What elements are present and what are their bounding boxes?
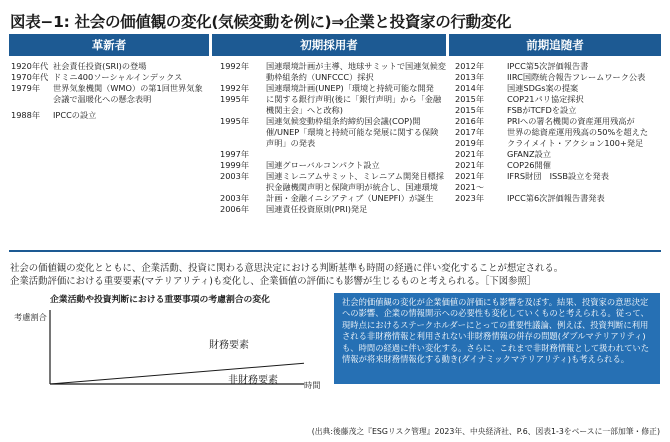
timeline-event: 国連環境計画(UNEP)「環境と持続可能な開発 xyxy=(266,83,434,93)
timeline-year: 2012年 xyxy=(455,61,485,71)
timeline-year: 2023年 xyxy=(455,193,485,203)
timeline-year: 1992年 xyxy=(220,61,250,71)
timeline-row xyxy=(9,72,209,83)
timeline-event: 国連気候変動枠組条約締約国会議(COP)開催/UNEP「環境と持続可能な発展に関する保険声明」の発表 xyxy=(266,116,439,148)
timeline-row xyxy=(212,171,446,193)
timeline-year: 2003年 xyxy=(220,193,250,203)
timeline-row xyxy=(449,83,661,94)
financial-factor-label: 財務要素 xyxy=(209,340,249,351)
timeline-year: 2003年 xyxy=(220,171,250,181)
timeline-row xyxy=(449,171,661,182)
summary-line-1: 社会の価値観の変化とともに、企業活動、投資に関わる意思決定における判断基準も時間の経過に伴い変化することが想定される。 xyxy=(10,263,564,274)
timeline-event: IFRS財団 ISSB設立を発表 xyxy=(507,171,609,181)
timeline-row xyxy=(9,110,209,121)
timeline-event: 国連SDGs案の提案 xyxy=(507,83,579,93)
timeline-year: 1920年代 xyxy=(11,61,49,71)
nonfinancial-factor-label: 非財務要素 xyxy=(228,375,278,386)
timeline-year: 2021年 xyxy=(455,171,485,181)
timeline-year: 2021年 xyxy=(455,149,485,159)
timeline-row xyxy=(449,72,661,83)
timeline-event: 国連環境計画が主導、地球サミットで国連気候変動枠組条約（UNFCCC）採択 xyxy=(266,61,446,82)
timeline-event: COP26開催 xyxy=(507,160,551,170)
timeline-row xyxy=(212,160,446,171)
timeline-year: 2014年 xyxy=(455,83,485,93)
timeline-year: 1995年 xyxy=(220,94,250,104)
header-early-majority: 前期追随者 xyxy=(449,34,661,56)
timeline-event: ドミニ400ソーシャルインデックス xyxy=(53,72,183,82)
timeline-event: 国連責任投資原則(PRI)発足 xyxy=(266,204,368,214)
timeline-event: PRIへの署名機関の資産運用残高が xyxy=(507,116,635,126)
summary-line-2: 企業活動評価における重要要素(マテリアリティ)も変化し、企業価値の評価にも影響が生じるものと考えられる。［下図参照］ xyxy=(10,276,537,287)
page-title: 図表−1: 社会の価値観の変化(気候変動を例に)⇒企業と投資家の行動変化 xyxy=(10,13,512,31)
timeline-event: GFANZ設立 xyxy=(507,149,552,159)
timeline-year: 1997年 xyxy=(220,149,250,159)
timeline-event: IIRC国際統合報告フレームワーク公表 xyxy=(507,72,646,82)
timeline-event: クライメイト・アクション100+発足 xyxy=(507,138,644,148)
timeline-row xyxy=(212,204,446,215)
timeline-row xyxy=(212,149,446,160)
timeline-event: 社会責任投資(SRI)の登場 xyxy=(53,61,147,71)
timeline-event: 世界気象機関（WMO）の第1回世界気象会議で温暖化への懸念表明 xyxy=(53,83,203,104)
timeline-year: 2021〜 xyxy=(455,182,485,192)
timeline-year: 2019年 xyxy=(455,138,485,148)
early-adopters-column xyxy=(212,61,446,215)
explanation-box: 社会的価値観の変化が企業価値の評価にも影響を及ぼす。結果、投資家の意思決定への影響、企業の情報開示への必要性も変化していくものと考えられる。従って、現時点におけるステークホルダーにとっての重要性議論、例えば、投資判断に利用される非財務情報と利用されない非財務情報の併存の問題(ダブルマテリアリティ)も、時間の経過に伴い変化する。さらに、これまで非財務情報として扱われていた情報が将来財務情報化する動き(ダイナミックマテリアリティ)も考えられる。 xyxy=(334,293,660,384)
timeline-event: COP21パリ協定採択 xyxy=(507,94,584,104)
timeline-row xyxy=(212,83,446,94)
timeline-table xyxy=(9,34,661,252)
timeline-event: 国連グローバルコンパクト設立 xyxy=(266,160,380,170)
header-innovators: 革新者 xyxy=(9,34,209,56)
innovators-column xyxy=(9,61,209,121)
timeline-event: 計画・金融イニシアティブ（UNEPFI）が誕生 xyxy=(266,193,434,203)
timeline-year: 1992年 xyxy=(220,83,250,93)
timeline-event: 世界の総資産運用残高の50%を超えた xyxy=(507,127,649,137)
timeline-row xyxy=(212,94,446,116)
timeline-year: 2016年 xyxy=(455,116,485,126)
timeline-event: FSBがTCFDを設立 xyxy=(507,105,577,115)
timeline-year: 1999年 xyxy=(220,160,250,170)
timeline-year: 2015年 xyxy=(455,94,485,104)
timeline-year: 2015年 xyxy=(455,105,485,115)
timeline-row xyxy=(212,193,446,204)
timeline-year: 2006年 xyxy=(220,204,250,214)
timeline-row xyxy=(449,61,661,72)
timeline-row xyxy=(449,182,661,193)
timeline-event: に関する銀行声明(後に「銀行声明」から「金融機関主会」へと改称) xyxy=(266,94,442,115)
timeline-event: IPCC第6次評価報告書発表 xyxy=(507,193,605,203)
timeline-row xyxy=(212,116,446,149)
timeline-year: 1979年 xyxy=(11,83,41,93)
materiality-chart xyxy=(14,292,321,402)
timeline-event: IPCC第5次評価報告書 xyxy=(507,61,589,71)
timeline-row xyxy=(9,83,209,105)
timeline-row xyxy=(449,193,661,204)
timeline-year: 1995年 xyxy=(220,116,250,126)
timeline-row xyxy=(449,105,661,116)
timeline-row xyxy=(449,94,661,105)
timeline-year: 1970年代 xyxy=(11,72,49,82)
header-early-adopters: 初期採用者 xyxy=(212,34,446,56)
timeline-event: IPCCの設立 xyxy=(53,110,97,120)
timeline-row xyxy=(9,61,209,72)
timeline-year: 2013年 xyxy=(455,72,485,82)
chart-y-label: 考慮割合 xyxy=(14,312,47,322)
timeline-row xyxy=(449,149,661,160)
chart-title: 企業活動や投資判断における重要事項の考慮割合の変化 xyxy=(50,295,270,305)
summary-paragraph xyxy=(10,262,662,288)
timeline-row xyxy=(212,61,446,83)
source-citation: (出典:後藤茂之『ESGリスク管理』2023年、中央経済社、P.6、図表1-3をベースに一部加筆・修正) xyxy=(311,427,660,436)
timeline-row xyxy=(449,138,661,149)
timeline-row xyxy=(449,116,661,127)
timeline-event: 国連ミレニアムサミット、ミレニアム開発目標採択金融機関声明と保険声明が統合し、国連環境 xyxy=(266,171,444,192)
early-majority-column xyxy=(449,61,661,204)
timeline-event xyxy=(266,149,446,160)
timeline-year: 2017年 xyxy=(455,127,485,137)
timeline-row xyxy=(449,160,661,171)
timeline-event xyxy=(507,182,661,193)
timeline-year: 1988年 xyxy=(11,110,41,120)
timeline-row xyxy=(449,127,661,138)
table-bottom-rule xyxy=(9,250,661,252)
timeline-year: 2021年 xyxy=(455,160,485,170)
chart-x-label: 時間 xyxy=(304,380,321,390)
